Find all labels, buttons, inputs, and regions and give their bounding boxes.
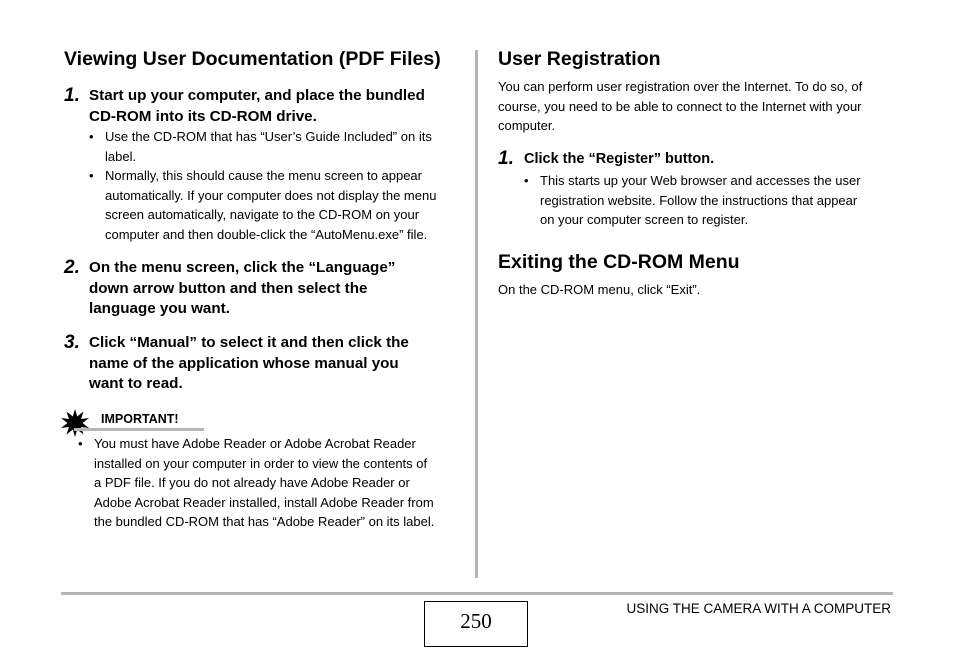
step-number: 3.: [64, 332, 80, 353]
step-number: 2.: [64, 257, 80, 278]
important-underline: [74, 428, 204, 431]
list-item: • You must have Adobe Reader or Adobe Acrobat Reader installed on your computer in order to view the contents of a PDF file. If you do not already have Adobe Reader or Adobe Acrobat Reader installed, install Adobe Reader from the bundled CD-ROM that has “Adobe Reader” on its label.: [78, 436, 435, 529]
list-item: • Normally, this should cause the menu screen to appear automatically. If your computer does not display the menu screen automatically, navigate to the CD-ROM on your computer and then double-click the “AutoMenu.exe” file.: [89, 168, 437, 242]
list-item: • Use the CD-ROM that has “User’s Guide Included” on its label.: [89, 129, 432, 164]
bullet-icon: •: [89, 129, 94, 144]
bullet-icon: •: [89, 168, 94, 183]
exiting-text: On the CD-ROM menu, click “Exit”.: [498, 282, 701, 297]
section-heading-exiting-menu: Exiting the CD-ROM Menu: [498, 251, 740, 273]
section-heading-viewing-docs: Viewing User Documentation (PDF Files): [64, 48, 441, 70]
step-1-bullets: [87, 127, 436, 244]
step-text: Start up your computer, and place the bundled CD-ROM into its CD-ROM drive.: [89, 87, 425, 125]
bullet-icon: •: [524, 173, 529, 188]
important-label: IMPORTANT!: [101, 412, 179, 426]
important-bullets: [76, 434, 434, 532]
footer-rule: [61, 592, 893, 595]
registration-bullets: [522, 171, 861, 230]
page-number: 250: [424, 601, 528, 647]
step-text: Click “Manual” to select it and then click the name of the application whose manual you want to read.: [89, 334, 409, 392]
section-heading-user-registration: User Registration: [498, 48, 661, 70]
bullet-icon: •: [78, 436, 83, 451]
step-number: 1.: [64, 85, 80, 106]
step-text: Click the “Register” button.: [524, 151, 715, 167]
starburst-icon: [61, 409, 89, 437]
step-number: 1.: [498, 148, 514, 169]
registration-intro: You can perform user registration over the Internet. To do so, of course, you need to be able to connect to the Internet with your computer.: [498, 79, 863, 133]
column-divider: [475, 50, 478, 578]
list-item: • This starts up your Web browser and accesses the user registration website. Follow the instructions that appear on your computer screen to register.: [524, 173, 861, 227]
footer-section-title: USING THE CAMERA WITH A COMPUTER: [626, 601, 891, 616]
step-text: On the menu screen, click the “Language” down arrow button and then select the language you want.: [89, 259, 396, 317]
